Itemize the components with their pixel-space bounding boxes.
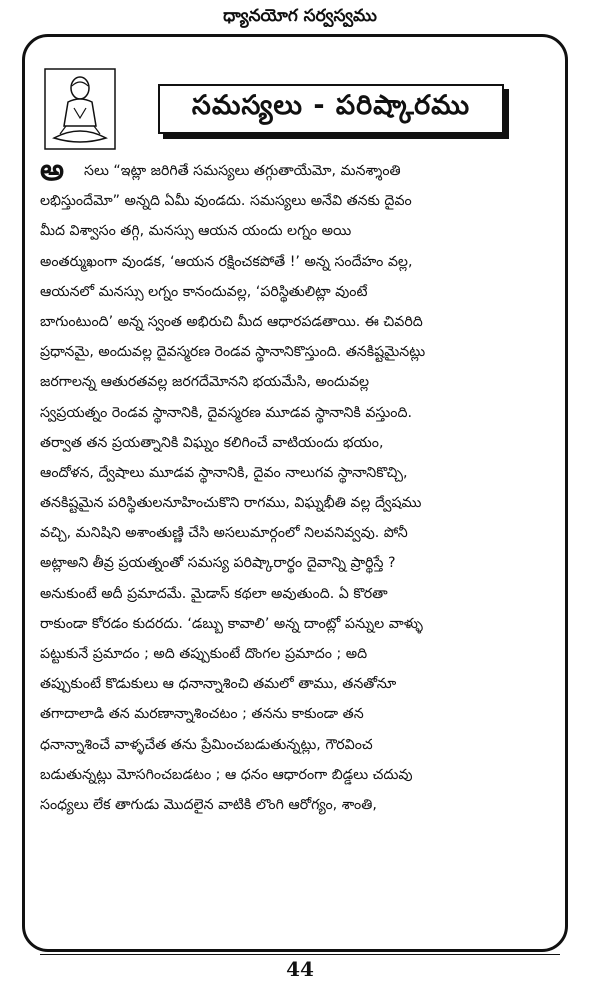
text-line: తప్పుకుంటే కొడుకులు ఆ ధనాన్నాశించి తమలో తాము, తనతోనూ: [40, 676, 397, 693]
text-line: తనకిష్టమైన పరిస్థితులనూహించుకొని రాగము, విఘ్నభీతి వల్ల ద్వేషము: [40, 495, 422, 512]
text-line: మీద విశ్వాసం తగ్గి, మనస్సు ఆయన యందు లగ్నం అయి: [40, 223, 352, 240]
text-line: సలు “ఇట్లా జరిగితే సమస్యలు తగ్గుతాయేమో, మనశ్శాంతి: [84, 163, 401, 179]
text-line: లభిస్తుందేమో” అన్నది ఏమీ వుండదు. సమస్యలు అనేవి తనకు దైవం: [40, 193, 412, 210]
text-line: తర్వాత తన ప్రయత్నానికి విఘ్నం కలిగించే వాటియందు భయం,: [40, 434, 384, 451]
text-line: పట్టుకునే ప్రమాదం ; అది తప్పుకుంటే దొంగల ప్రమాదం ; అది: [40, 646, 368, 662]
text-line: అంతర్ముఖంగా వుండక, ‘ఆయన రక్షించకపోతే !’ అన్న సందేహం వల్ల,: [40, 253, 413, 270]
text-line: సంధ్యలు లేక తాగుడు మొదలైన వాటికి లొంగి ఆరోగ్యం, శాంతి,: [40, 796, 377, 813]
running-header: ధ్యానయోగ సర్వస్వము: [223, 6, 377, 26]
page-number: 44: [286, 957, 314, 981]
text-line: బాగుంటుంది’ అన్న స్వంత అభిరుచి మీద ఆధారపడతాయి. ఈ చివరిది: [40, 313, 423, 330]
seated-figure-icon: [44, 68, 116, 150]
text-line: రాకుండా కోరడం కుదరదు. ‘డబ్బు కావాలి’ అన్న దాంట్లో పన్నుల వాళ్ళు: [40, 615, 423, 632]
text-line: ఆందోళన, ద్వేషాలు మూడవ స్థానానికి, దైవం నాలుగవ స్థానానికొచ్చి,: [40, 464, 408, 481]
text-line: బడుతున్నట్లు మోసగించబడటం ; ఆ ధనం ఆధారంగా బిడ్డలు చదువు: [40, 766, 413, 783]
body-text: [40, 153, 555, 820]
text-line: ధనాన్నాశించే వాళ్ళచేత తను ప్రేమించబడుతున్నట్లు, గౌరవించ: [40, 736, 373, 753]
text-line: ఆయనలో మనస్సు లగ్నం కానందువల్ల, ‘పరిస్థితులిట్లా వుంటే: [40, 283, 368, 300]
chapter-title: సమస్యలు - పరిష్కారము: [158, 84, 504, 134]
text-line: జరగాలన్న ఆతురతవల్ల జరగదేమోనని భయమేసి, అందువల్ల: [40, 374, 370, 391]
text-line: తగాదాలాడి తన మరణాన్నాశించటం ; తనను కాకుండా తన: [40, 706, 364, 723]
text-line: అట్లాఅని తీవ్ర ప్రయత్నంతో సమస్య పరిష్కారార్థం దైవాన్ని ప్రార్థిస్తే ?: [40, 555, 396, 572]
text-line: అనుకుంటే అదీ ప్రమాదమే. మైడాస్ కథలా అవుతుంది. ఏ కొరతా: [40, 585, 388, 602]
text-line: ప్రధానమై, అందువల్ల దైవస్మరణ రెండవ స్థానానికొస్తుంది. తనకిష్టమైనట్లు: [40, 344, 426, 361]
drop-cap: అ: [40, 153, 64, 188]
footer-divider: [40, 954, 560, 955]
text-line: వచ్చి, మనిషిని అశాంతుణ్ణి చేసి అసలుమార్గంలో నిలవనివ్వవు. పోనీ: [40, 525, 408, 542]
text-line: స్వప్రయత్నం రెండవ స్థానానికి, దైవస్మరణ మూడవ స్థానానికి వస్తుంది.: [40, 404, 413, 421]
